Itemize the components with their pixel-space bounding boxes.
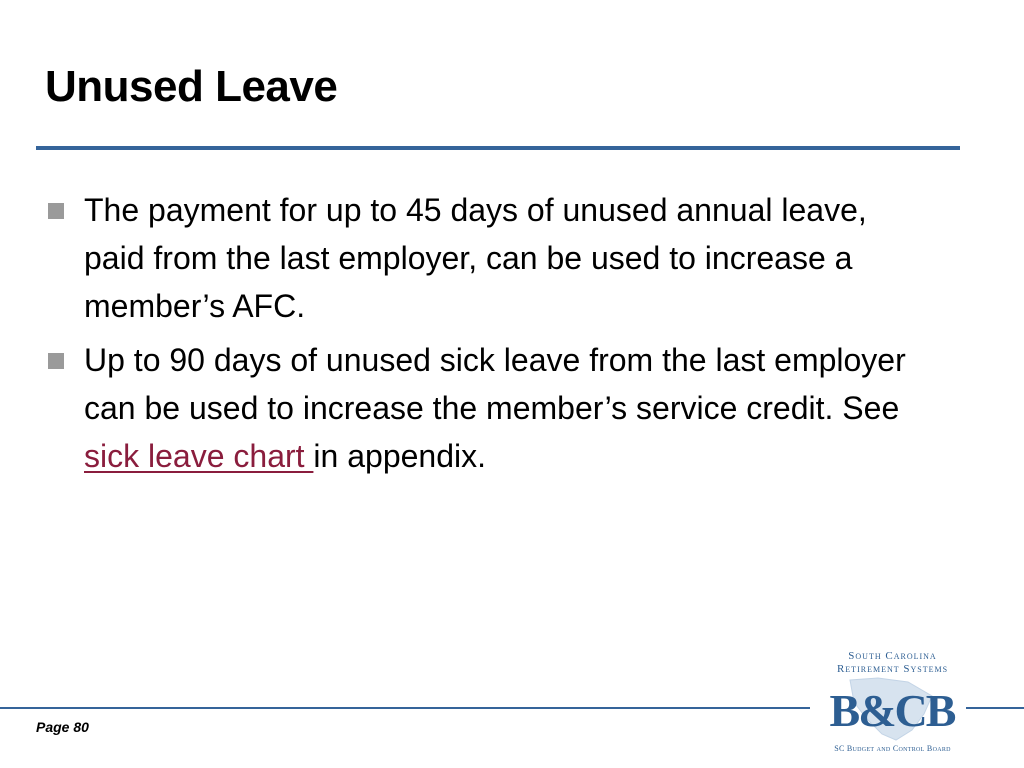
logo-top-text — [820, 650, 965, 676]
square-bullet-icon — [48, 353, 64, 369]
footer-divider — [0, 707, 810, 709]
title-divider — [36, 146, 960, 150]
logo-mark — [820, 674, 965, 746]
bullet-item — [46, 336, 926, 480]
logo-top-line-2: Retirement Systems — [836, 663, 949, 675]
square-bullet-icon — [48, 203, 64, 219]
logo-bottom-text: SC Budget and Control Board — [834, 744, 951, 753]
logo-mark-letters: B&CB — [829, 685, 955, 736]
slide-title: Unused Leave — [45, 62, 338, 111]
logo-top-line-1: South Carolina — [848, 650, 937, 662]
bullet-list — [46, 186, 926, 486]
bullet-text-after: in appendix. — [313, 438, 486, 474]
bullet-text-before: Up to 90 days of unused sick leave from the last employer can be used to increase the member’s service credit. See — [84, 342, 906, 426]
bullet-text: The payment for up to 45 days of unused annual leave, paid from the last employer, can be used to increase a member’s AFC. — [84, 192, 867, 324]
bullet-item — [46, 186, 926, 330]
sick-leave-chart-link[interactable]: sick leave chart — [84, 438, 314, 474]
footer-divider-right — [966, 707, 1024, 709]
page-number: Page 80 — [36, 719, 89, 735]
organization-logo — [820, 650, 965, 762]
